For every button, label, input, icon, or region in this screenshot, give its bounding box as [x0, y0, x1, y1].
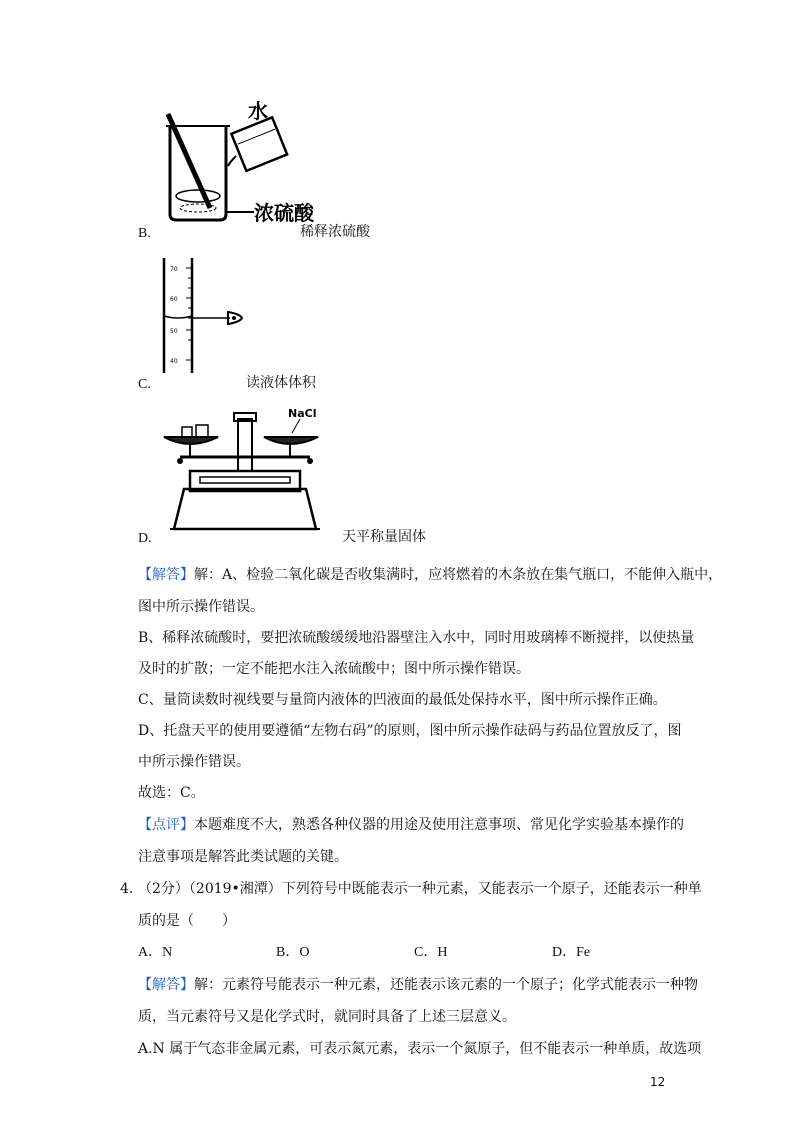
tick-label: 40: [170, 358, 178, 365]
question-4-line-2: 质的是（ ）: [138, 913, 236, 929]
answer-3-line-2: 图中所示操作错误。: [138, 599, 264, 615]
question-4-option: C．H: [414, 945, 448, 960]
nacl-label: NaCl: [288, 407, 317, 420]
answer-3-line-5: C、量筒读数时视线要与量筒内液体的凹液面的最低处保持水平，图中所示操作正确。: [138, 692, 667, 708]
tick-label: 60: [170, 296, 178, 303]
water-label: 水: [248, 99, 268, 123]
answer-3-line-1: 【解答】解：A、检验二氧化碳是否收集满时，应将燃着的木条放在集气瓶口，不能伸入瓶中，: [138, 567, 723, 583]
option-b-letter: B.: [138, 226, 151, 241]
tick-label: 50: [170, 328, 178, 335]
option-c-letter: C.: [138, 377, 151, 392]
answer-3-line-6: D、托盘天平的使用要遵循“左物右码”的原则，图中所示操作砝码与药品位置放反了，图: [138, 723, 682, 739]
option-b-caption: 稀释浓硫酸: [300, 224, 370, 240]
answer-4-line-1: 【解答】解：元素符号能表示一种元素，还能表示该元素的一个原子；化学式能表示一种物: [138, 977, 698, 993]
question-4-number: 4.: [120, 881, 134, 897]
comment-tag: 【点评】: [138, 817, 194, 833]
figure-balance: [160, 405, 330, 533]
answer-4-line-2: 质，当元素符号又是化学式时，就同时具备了上述三层意义。: [138, 1009, 516, 1025]
question-4-line-1: （2分）（2019•湘潭）下列符号中既能表示一种元素，又能表示一个原子，还能表示一种单: [138, 881, 702, 897]
figure-graduated-cylinder: [158, 258, 248, 378]
option-c-caption: 读液体体积: [246, 375, 316, 391]
answer-3-line-3: B、稀释浓硫酸时，要把浓硫酸缓缓地沿器壁注入水中，同时用玻璃棒不断搅拌，以使热量: [138, 630, 695, 646]
answer-tag: 【解答】: [138, 567, 194, 583]
acid-label: 浓硫酸: [254, 201, 314, 225]
option-d-caption: 天平称量固体: [342, 529, 426, 545]
answer-3-choice: 故选：C。: [138, 785, 205, 801]
answer-4-line-3: A.N 属于气态非金属元素，可表示氮元素，表示一个氮原子，但不能表示一种单质，故选项: [138, 1041, 702, 1057]
comment-3-line-2: 注意事项是解答此类试题的关键。: [138, 849, 348, 865]
comment-3-line-1: 【点评】本题难度不大，熟悉各种仪器的用途及使用注意事项、常见化学实验基本操作的: [138, 817, 684, 833]
tick-label: 70: [170, 266, 178, 273]
question-4-option: B．O: [276, 945, 310, 960]
option-d-letter: D.: [138, 531, 152, 546]
page-number: 12: [650, 1075, 666, 1089]
answer-3-line-4: 及时的扩散；一定不能把水注入浓硫酸中；图中所示操作错误。: [138, 661, 530, 677]
figure-dilute-acid: [150, 96, 314, 226]
answer-3-line-7: 中所示操作错误。: [138, 754, 250, 770]
question-4-option: D．Fe: [552, 945, 591, 960]
answer-tag: 【解答】: [138, 977, 194, 993]
question-4-option: A．N: [138, 945, 173, 960]
